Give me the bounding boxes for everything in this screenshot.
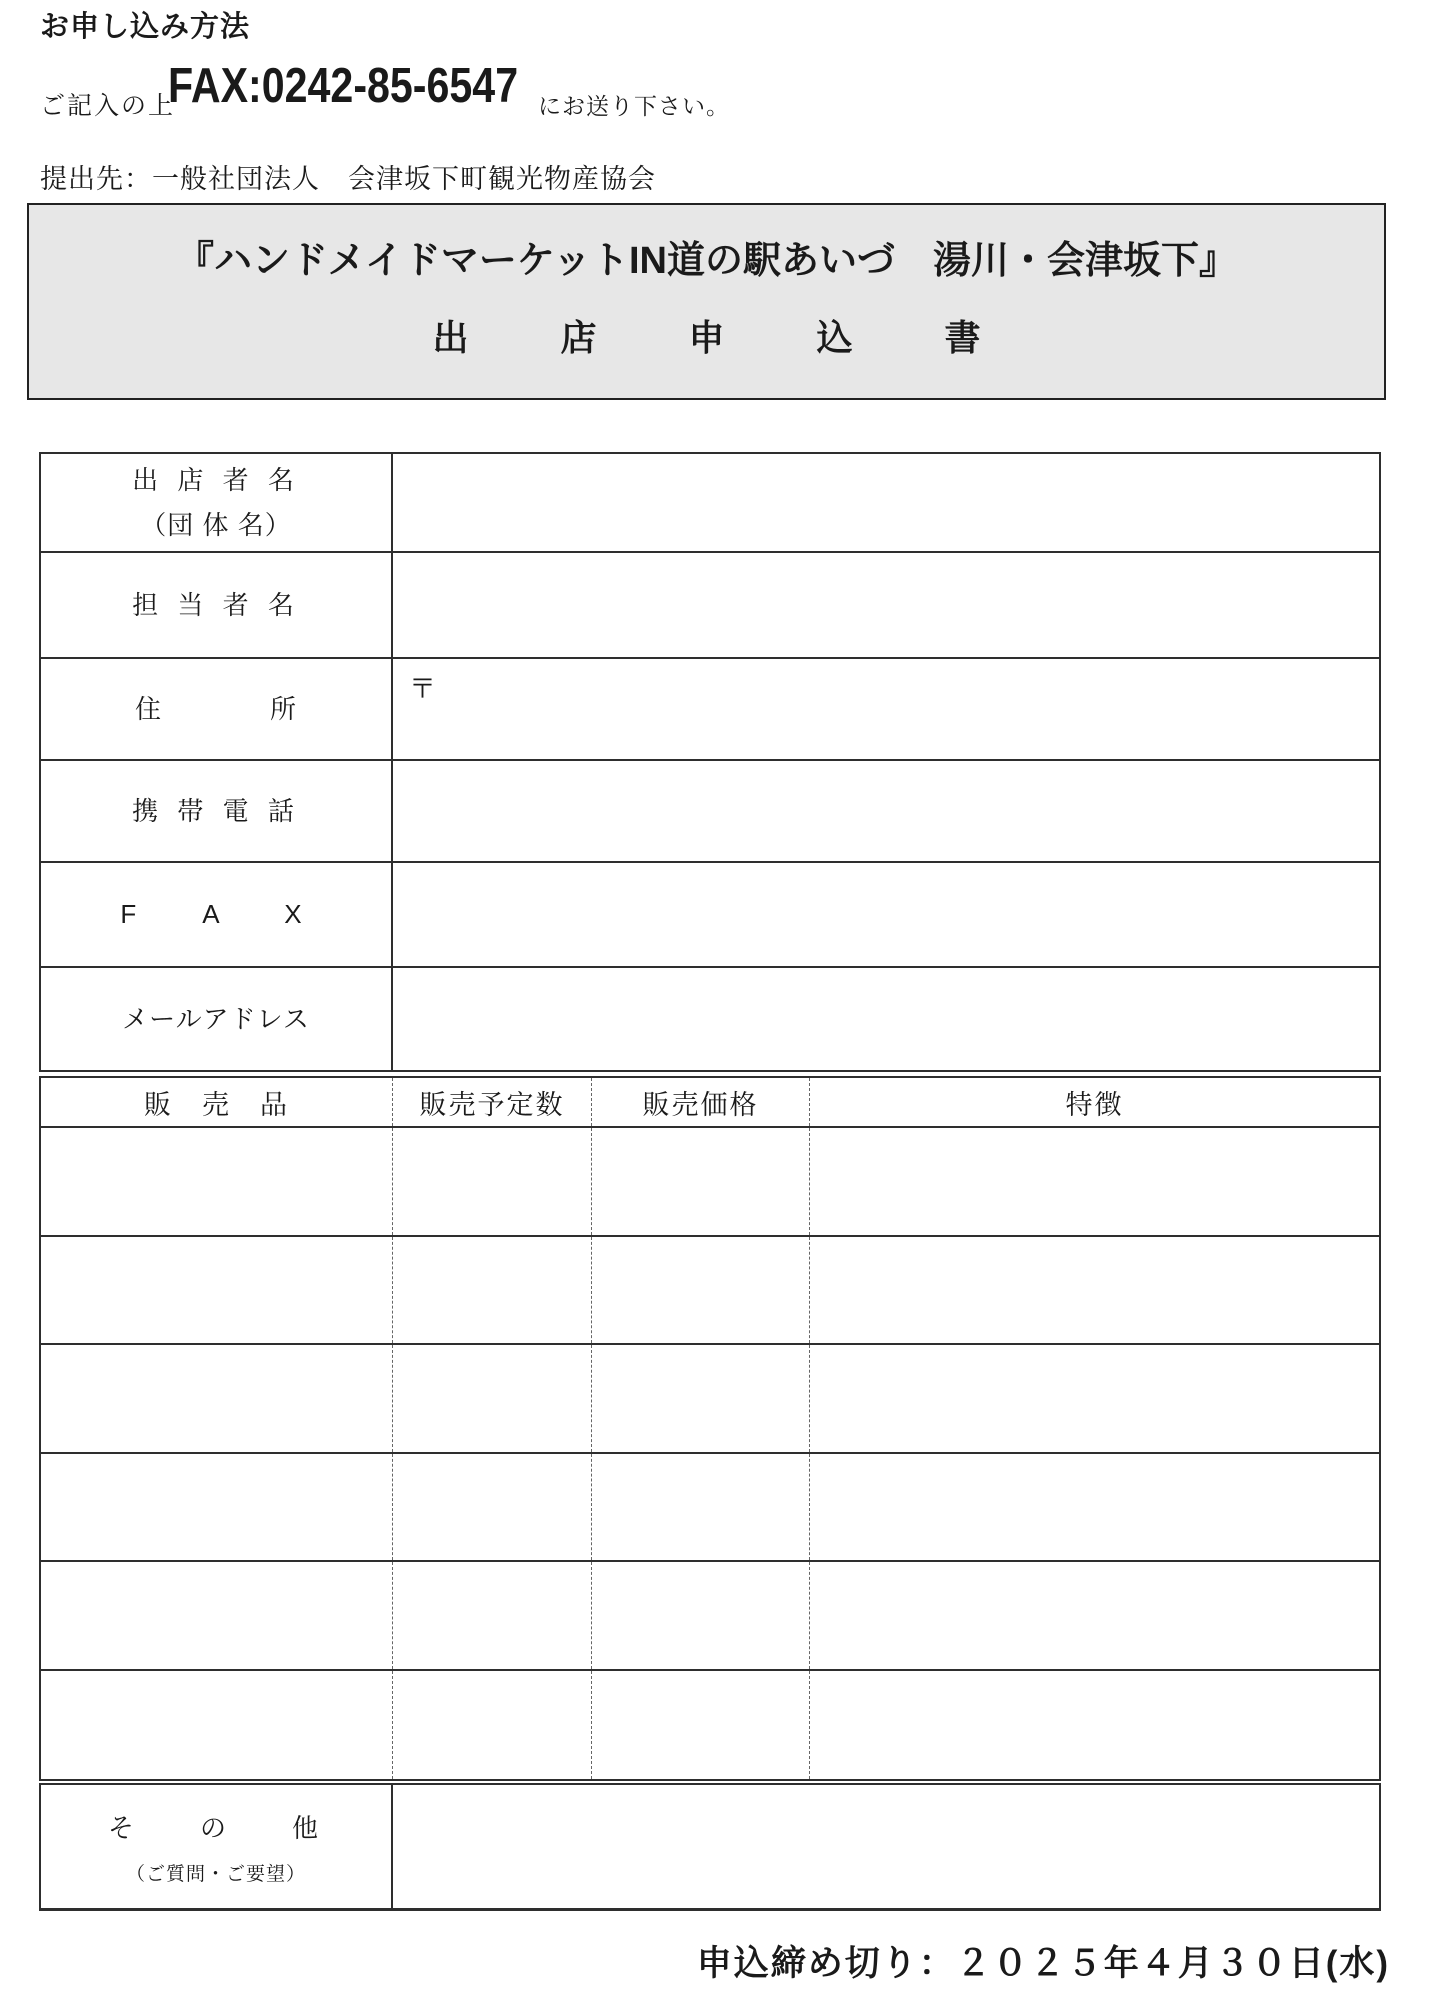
- product-cell: [41, 1562, 393, 1669]
- page-title: お申し込み方法: [40, 11, 251, 43]
- price-cell: [592, 1128, 810, 1235]
- product-row-4: [41, 1454, 1379, 1563]
- fax-instruction-suffix: にお送り下さい。: [538, 93, 730, 119]
- form-title-box: [27, 203, 1386, 400]
- label-email: [41, 968, 393, 1070]
- label-other-subtext: （ご質問・ご要望）: [125, 1863, 306, 1885]
- products-table-header: [41, 1078, 1379, 1128]
- applicant-info-table: [39, 452, 1381, 1072]
- fax-instruction-prefix: ご記入の上: [40, 92, 176, 120]
- features-cell: [810, 1454, 1379, 1561]
- product-cell: [41, 1237, 393, 1344]
- product-row-1: [41, 1128, 1379, 1237]
- form-title: 出 店 申 込 書: [432, 317, 1009, 358]
- product-cell: [41, 1345, 393, 1452]
- application-deadline: 申込締め切り：２０２５年４月３０日(水): [696, 1944, 1390, 1983]
- features-cell: [810, 1562, 1379, 1669]
- label-exhibitor-name-line2: （団 体 名）: [140, 509, 292, 540]
- label-fax: [41, 863, 393, 968]
- fax-field: [393, 863, 1379, 968]
- product-cell: [41, 1128, 393, 1235]
- product-row-6: [41, 1671, 1379, 1780]
- label-mobile-phone-text: 携 帯 電 話: [132, 795, 300, 826]
- label-mobile-phone: [41, 761, 393, 863]
- postal-code-mark: 〒: [409, 674, 436, 704]
- price-cell: [592, 1671, 810, 1780]
- contact-person-field: [393, 553, 1379, 659]
- other-remarks-section: [39, 1783, 1381, 1911]
- label-contact-person-text: 担 当 者 名: [132, 589, 300, 620]
- product-row-2: [41, 1237, 1379, 1346]
- quantity-cell: [393, 1237, 592, 1344]
- label-other: [41, 1785, 393, 1908]
- product-cell: [41, 1671, 393, 1780]
- label-fax-text: F A X: [120, 899, 322, 929]
- header-features: 特徴: [1065, 1089, 1124, 1120]
- header-product: 販 売 品: [41, 1078, 393, 1126]
- price-cell: [592, 1454, 810, 1561]
- label-other-text: そ の 他: [107, 1812, 338, 1843]
- features-cell: [810, 1237, 1379, 1344]
- event-title: 『ハンドメイドマーケットIN道の駅あいづ 湯川・会津坂下』: [176, 240, 1237, 282]
- label-address: [41, 659, 393, 761]
- quantity-cell: [393, 1454, 592, 1561]
- email-field: [393, 968, 1379, 1070]
- exhibitor-name-field: [393, 454, 1379, 553]
- label-address-text: 住 所: [134, 693, 297, 724]
- mobile-phone-field: [393, 761, 1379, 863]
- product-row-3: [41, 1345, 1379, 1454]
- submit-destination: 提出先：一般社団法人 会津坂下町観光物産協会: [40, 164, 656, 194]
- product-cell: [41, 1454, 393, 1561]
- label-exhibitor-name-line1: 出 店 者 名: [132, 464, 300, 495]
- price-cell: [592, 1562, 810, 1669]
- quantity-cell: [393, 1671, 592, 1780]
- fax-number: FAX:0242-85-6547: [168, 59, 519, 113]
- features-cell: [810, 1345, 1379, 1452]
- features-cell: [810, 1671, 1379, 1780]
- products-table: [39, 1076, 1381, 1781]
- label-email-text: メールアドレス: [122, 1003, 310, 1034]
- other-remarks-field: [393, 1785, 1379, 1908]
- header-price: 販売価格: [592, 1078, 810, 1126]
- quantity-cell: [393, 1128, 592, 1235]
- price-cell: [592, 1345, 810, 1452]
- header-planned-quantity: 販売予定数: [393, 1078, 592, 1126]
- price-cell: [592, 1237, 810, 1344]
- address-field: [393, 659, 1379, 761]
- label-contact-person: [41, 553, 393, 659]
- label-exhibitor-name: [41, 454, 393, 553]
- products-table-body: [41, 1128, 1379, 1779]
- features-cell: [810, 1128, 1379, 1235]
- product-row-5: [41, 1562, 1379, 1671]
- quantity-cell: [393, 1345, 592, 1452]
- quantity-cell: [393, 1562, 592, 1669]
